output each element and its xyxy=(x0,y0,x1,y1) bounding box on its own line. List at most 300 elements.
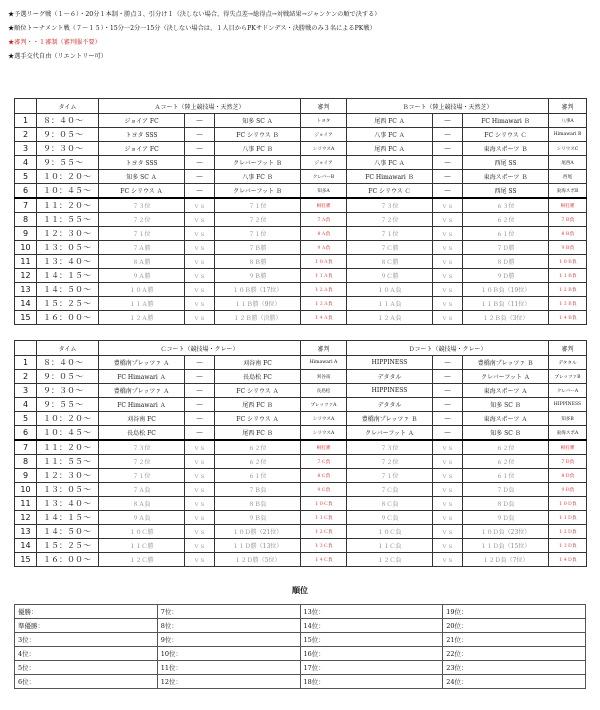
match-number: 11 xyxy=(15,255,37,269)
team-left-1: ７Ａ勝 xyxy=(99,241,185,255)
referee-2: 相打審 xyxy=(549,440,587,455)
match-time: １３：４０～ xyxy=(37,497,99,511)
vs-separator: ｖｓ xyxy=(433,198,463,213)
referee-1: １３Ｃ負 xyxy=(301,539,347,553)
referee-1: １４Ａ負 xyxy=(301,311,347,325)
team-left-2: ９Ｃ勝 xyxy=(347,269,433,283)
match-number: 15 xyxy=(15,553,37,567)
vs-separator: ― xyxy=(433,398,463,412)
team-left-2: ７３位 xyxy=(347,440,433,455)
team-right-1: １１Ｂ勝（9位） xyxy=(215,297,301,311)
table-row xyxy=(15,170,587,184)
team-left-2: １０Ａ負 xyxy=(347,283,433,297)
match-number: 14 xyxy=(15,297,37,311)
team-left-2: 豊橋南プレッツァ Ｂ xyxy=(347,412,433,426)
table-row xyxy=(15,455,587,469)
ranking-cell: 準優勝： xyxy=(15,619,158,633)
team-right-2: FC Himawari Ｂ xyxy=(463,114,549,128)
team-left-1: トヨタ SSS xyxy=(99,128,185,142)
table-row xyxy=(15,114,587,128)
match-number: 12 xyxy=(15,269,37,283)
team-left-2: HIPPINESS xyxy=(347,356,433,370)
team-right-1: FC シリウス Ａ xyxy=(215,412,301,426)
referee-2: １０Ｄ負 xyxy=(549,497,587,511)
match-number: 11 xyxy=(15,497,37,511)
referee-2: １１Ｄ負 xyxy=(549,511,587,525)
vs-separator: ― xyxy=(433,356,463,370)
vs-separator: ― xyxy=(185,114,215,128)
table-row xyxy=(15,142,587,156)
match-time: １１：５５～ xyxy=(37,213,99,227)
header-ref-b: 審判 xyxy=(549,99,587,114)
match-time: １１：５５～ xyxy=(37,455,99,469)
team-left-2: １２Ｃ負 xyxy=(347,553,433,567)
ranking-row xyxy=(15,633,586,647)
team-right-1: ７Ｂ勝 xyxy=(215,241,301,255)
team-left-1: １０Ａ勝 xyxy=(99,283,185,297)
vs-separator: ｖｓ xyxy=(185,440,215,455)
vs-separator: ｖｓ xyxy=(185,511,215,525)
ranking-cell: 優勝： xyxy=(15,605,158,619)
match-time: １２：３０～ xyxy=(37,227,99,241)
referee-1: 相打審 xyxy=(301,440,347,455)
table-row xyxy=(15,297,587,311)
team-left-2: ８Ｃ負 xyxy=(347,497,433,511)
referee-2: １２Ｄ負 xyxy=(549,525,587,539)
vs-separator: ｖｓ xyxy=(433,283,463,297)
team-left-2: 八事 FC Ａ xyxy=(347,156,433,170)
match-time: １２：３０～ xyxy=(37,469,99,483)
referee-2: １３Ｄ負 xyxy=(549,539,587,553)
match-number: 2 xyxy=(15,370,37,384)
referee-2: クレバーA xyxy=(549,384,587,398)
team-left-1: ７２位 xyxy=(99,213,185,227)
ranking-cell: 3位： xyxy=(15,633,158,647)
referee-1: １４Ｃ負 xyxy=(301,553,347,567)
referee-2: 尾西A xyxy=(549,156,587,170)
vs-separator: ― xyxy=(185,384,215,398)
referee-2: １４Ｄ負 xyxy=(549,553,587,567)
match-time: １６：００～ xyxy=(37,553,99,567)
team-left-2: ９Ｃ負 xyxy=(347,511,433,525)
team-left-2: １１Ｃ負 xyxy=(347,539,433,553)
referee-1: シリウスA xyxy=(301,142,347,156)
team-left-2: １０Ｃ負 xyxy=(347,525,433,539)
table-header xyxy=(15,341,587,356)
vs-separator: ｖｓ xyxy=(185,469,215,483)
referee-1: １３Ａ負 xyxy=(301,297,347,311)
rule-tournament: ★順位トーナメント戦（７～１５）・15分一2分一15分（決しない場合は、１人目からPKサドンデス・決勝戦のみ３名によるPK戦） xyxy=(8,25,376,32)
vs-separator: ― xyxy=(433,412,463,426)
ranking-cell: 17位： xyxy=(300,661,443,675)
ranking-cell: 6位： xyxy=(15,675,158,689)
referee-2: ７Ｄ負 xyxy=(549,455,587,469)
vs-separator: ｖｓ xyxy=(433,553,463,567)
vs-separator: ｖｓ xyxy=(433,483,463,497)
match-number: 14 xyxy=(15,539,37,553)
team-right-2: 豊橋南プレッツァ Ｂ xyxy=(463,356,549,370)
team-right-1: １２Ｄ勝（5位） xyxy=(215,553,301,567)
referee-2: １３Ｂ負 xyxy=(549,297,587,311)
team-right-2: １２Ｄ負（7位） xyxy=(463,553,549,567)
team-right-1: ９Ｂ負 xyxy=(215,511,301,525)
team-right-2: 東海スポーツ Ａ xyxy=(463,384,549,398)
team-left-1: 豊橋南プレッツァ Ａ xyxy=(99,356,185,370)
team-right-2: ９Ｄ勝 xyxy=(463,269,549,283)
table-row xyxy=(15,227,587,241)
match-time: １３：０５～ xyxy=(37,241,99,255)
match-time: ８：４０～ xyxy=(37,356,99,370)
match-number: 13 xyxy=(15,525,37,539)
team-right-2: クレバーフット Ａ xyxy=(463,370,549,384)
vs-separator: ｖｓ xyxy=(433,511,463,525)
team-right-1: クレバーフット Ｂ xyxy=(215,156,301,170)
referee-2: 西尾 xyxy=(549,170,587,184)
team-right-2: ６１位 xyxy=(463,227,549,241)
header-ref-a: 審判 xyxy=(301,99,347,114)
team-left-1: ９Ａ勝 xyxy=(99,269,185,283)
table-row xyxy=(15,198,587,213)
team-left-2: ８Ｃ勝 xyxy=(347,255,433,269)
vs-separator: ― xyxy=(185,184,215,199)
vs-separator: ｖｓ xyxy=(433,440,463,455)
team-right-1: クレバーフット Ｂ xyxy=(215,184,301,199)
referee-2: ９Ｂ負 xyxy=(549,241,587,255)
ranking-title: 順位 xyxy=(292,585,308,595)
team-left-2: ７２位 xyxy=(347,213,433,227)
team-left-1: １０Ｃ勝 xyxy=(99,525,185,539)
match-time: １６：００～ xyxy=(37,311,99,325)
team-right-2: １２Ｂ負（3位） xyxy=(463,311,549,325)
table-row xyxy=(15,269,587,283)
referee-1: プレッツァA xyxy=(301,398,347,412)
team-right-1: １２Ｂ勝（決勝） xyxy=(215,311,301,325)
team-right-1: 八事 FC Ｂ xyxy=(215,142,301,156)
header-ref-d: 審判 xyxy=(549,341,587,356)
team-left-1: ８Ａ勝 xyxy=(99,255,185,269)
match-number: 3 xyxy=(15,384,37,398)
team-left-2: FC シリウス Ｃ xyxy=(347,184,433,199)
team-right-2: 東海スポーツ Ｂ xyxy=(463,142,549,156)
team-right-2: ６２位 xyxy=(463,213,549,227)
match-time: ９：５５～ xyxy=(37,398,99,412)
vs-separator: ｖｓ xyxy=(433,539,463,553)
match-time: １０：４５～ xyxy=(37,426,99,441)
team-left-2: １２Ａ負 xyxy=(347,311,433,325)
vs-separator: ― xyxy=(185,398,215,412)
vs-separator: ― xyxy=(185,170,215,184)
team-left-2: HIPPINESS xyxy=(347,384,433,398)
referee-1: ジョイア xyxy=(301,156,347,170)
team-right-1: 刈谷南 FC xyxy=(215,356,301,370)
referee-1: １０Ａ負 xyxy=(301,255,347,269)
referee-1: トヨタ xyxy=(301,114,347,128)
vs-separator: ｖｓ xyxy=(433,455,463,469)
header-court-a: Ａコート（陸上競技場・天然芝） xyxy=(99,99,301,114)
team-left-2: ７１位 xyxy=(347,469,433,483)
referee-1: ９Ａ負 xyxy=(301,241,347,255)
match-time: １５：２５～ xyxy=(37,539,99,553)
team-right-2: 西尾 SS xyxy=(463,184,549,199)
team-left-1: １２Ｃ勝 xyxy=(99,553,185,567)
team-right-2: ６２位 xyxy=(463,440,549,455)
referee-1: ８Ａ負 xyxy=(301,227,347,241)
match-time: ９：０５～ xyxy=(37,370,99,384)
referee-1: 刈谷南 xyxy=(301,370,347,384)
match-time: １１：２０～ xyxy=(37,440,99,455)
match-number: 1 xyxy=(15,114,37,128)
table-row xyxy=(15,469,587,483)
match-number: 1 xyxy=(15,356,37,370)
team-right-2: ６２位 xyxy=(463,455,549,469)
table-row xyxy=(15,128,587,142)
vs-separator: ｖｓ xyxy=(185,198,215,213)
team-right-1: 尾西 FC Ｂ xyxy=(215,426,301,441)
team-left-1: 豊橋南プレッツァ Ａ xyxy=(99,384,185,398)
referee-2: 八事A xyxy=(549,114,587,128)
match-number: 9 xyxy=(15,227,37,241)
team-left-1: ７１位 xyxy=(99,469,185,483)
team-left-2: ７Ｃ負 xyxy=(347,483,433,497)
vs-separator: ― xyxy=(185,356,215,370)
team-right-1: ６２位 xyxy=(215,440,301,455)
vs-separator: ― xyxy=(433,142,463,156)
vs-separator: ｖｓ xyxy=(185,455,215,469)
vs-separator: ｖｓ xyxy=(185,213,215,227)
team-right-1: ９Ｂ勝 xyxy=(215,269,301,283)
team-left-1: ９Ａ負 xyxy=(99,511,185,525)
vs-separator: ｖｓ xyxy=(185,311,215,325)
match-number: 12 xyxy=(15,511,37,525)
referee-2: プレッツァB xyxy=(549,370,587,384)
team-right-1: １１Ｄ勝（13位） xyxy=(215,539,301,553)
team-right-1: 尾西 FC Ｂ xyxy=(215,398,301,412)
referee-2: １１Ｂ負 xyxy=(549,269,587,283)
ranking-cell: 8位： xyxy=(157,619,300,633)
vs-separator: ｖｓ xyxy=(433,469,463,483)
referee-1: １０Ｃ負 xyxy=(301,497,347,511)
vs-separator: ― xyxy=(185,128,215,142)
referee-1: １２Ｃ負 xyxy=(301,525,347,539)
vs-separator: ― xyxy=(433,384,463,398)
vs-separator: ｖｓ xyxy=(185,297,215,311)
team-right-2: ８Ｄ負 xyxy=(463,497,549,511)
rule-referee: ★審判・・１審制（審判服不要） xyxy=(8,39,101,46)
match-number: 3 xyxy=(15,142,37,156)
team-right-2: １０Ｂ負（19位） xyxy=(463,283,549,297)
vs-separator: ― xyxy=(433,426,463,441)
vs-separator: ｖｓ xyxy=(433,311,463,325)
header-time: タイム xyxy=(37,99,99,114)
referee-2: ９Ｄ負 xyxy=(549,483,587,497)
ranking-cell: 4位： xyxy=(15,647,158,661)
match-number: 2 xyxy=(15,128,37,142)
referee-2: ８Ｄ負 xyxy=(549,469,587,483)
team-left-1: ７３位 xyxy=(99,198,185,213)
team-left-2: ７１位 xyxy=(347,227,433,241)
match-time: １４：５０～ xyxy=(37,525,99,539)
team-right-1: ７１位 xyxy=(215,198,301,213)
team-left-1: 長島松 FC xyxy=(99,426,185,441)
team-right-1: ７Ｂ負 xyxy=(215,483,301,497)
ranking-cell: 14位： xyxy=(300,619,443,633)
team-right-2: 知多 SC Ｂ xyxy=(463,398,549,412)
team-left-1: FC Himawari Ａ xyxy=(99,398,185,412)
team-left-2: ７２位 xyxy=(347,455,433,469)
team-left-1: ジョイア FC xyxy=(99,142,185,156)
team-right-2: １０Ｄ負（23位） xyxy=(463,525,549,539)
referee-2: １０Ｂ負 xyxy=(549,255,587,269)
match-time: ８：４０～ xyxy=(37,114,99,128)
table-row xyxy=(15,283,587,297)
tournament-rules xyxy=(8,8,592,64)
match-number: 10 xyxy=(15,241,37,255)
match-number: 7 xyxy=(15,440,37,455)
table-row xyxy=(15,483,587,497)
team-right-1: 長島松 FC xyxy=(215,370,301,384)
match-number: 7 xyxy=(15,198,37,213)
team-left-1: ７１位 xyxy=(99,227,185,241)
table-row xyxy=(15,356,587,370)
team-right-2: ７Ｄ勝 xyxy=(463,241,549,255)
ranking-row xyxy=(15,647,586,661)
ranking-cell: 22位： xyxy=(443,647,586,661)
team-left-2: デタタル xyxy=(347,398,433,412)
vs-separator: ― xyxy=(185,370,215,384)
team-left-1: １１Ｃ勝 xyxy=(99,539,185,553)
team-right-1: ８Ｂ勝 xyxy=(215,255,301,269)
table-row xyxy=(15,370,587,384)
ranking-cell: 24位： xyxy=(443,675,586,689)
ranking-cell: 7位： xyxy=(157,605,300,619)
team-right-1: １０Ｂ勝（17位） xyxy=(215,283,301,297)
ranking-table xyxy=(14,604,586,689)
table-row xyxy=(15,255,587,269)
team-left-1: FC シリウス Ａ xyxy=(99,184,185,199)
team-left-2: ７３位 xyxy=(347,198,433,213)
match-number: 4 xyxy=(15,156,37,170)
team-left-2: 尾西 FC Ａ xyxy=(347,114,433,128)
referee-1: クレバーB xyxy=(301,170,347,184)
vs-separator: ― xyxy=(433,170,463,184)
match-number: 8 xyxy=(15,455,37,469)
vs-separator: ｖｓ xyxy=(185,483,215,497)
schedule-table-court-ab xyxy=(14,98,587,325)
vs-separator: ― xyxy=(433,370,463,384)
match-number: 5 xyxy=(15,412,37,426)
referee-2: デタタル xyxy=(549,356,587,370)
referee-1: 知多A xyxy=(301,184,347,199)
table-row xyxy=(15,440,587,455)
team-left-1: 刈谷南 FC xyxy=(99,412,185,426)
vs-separator: ｖｓ xyxy=(433,241,463,255)
team-right-1: １０Ｄ勝（21位） xyxy=(215,525,301,539)
match-time: １０：２０～ xyxy=(37,412,99,426)
team-right-2: 東海スポーツ Ｂ xyxy=(463,170,549,184)
referee-1: ７Ａ負 xyxy=(301,213,347,227)
team-right-2: １１Ｂ負（11位） xyxy=(463,297,549,311)
team-left-2: 八事 FC Ａ xyxy=(347,128,433,142)
table-row xyxy=(15,213,587,227)
vs-separator: ― xyxy=(433,156,463,170)
vs-separator: ｖｓ xyxy=(185,497,215,511)
team-left-2: ７Ｃ勝 xyxy=(347,241,433,255)
vs-separator: ｖｓ xyxy=(185,255,215,269)
ranking-row xyxy=(15,619,586,633)
team-left-1: ７Ａ負 xyxy=(99,483,185,497)
match-time: １５：２５～ xyxy=(37,297,99,311)
match-number: 6 xyxy=(15,426,37,441)
table-row xyxy=(15,184,587,199)
match-time: １４：１５～ xyxy=(37,269,99,283)
table-row xyxy=(15,426,587,441)
header-ref-c: 審判 xyxy=(301,341,347,356)
match-time: １４：１５～ xyxy=(37,511,99,525)
table-row xyxy=(15,241,587,255)
vs-separator: ｖｓ xyxy=(433,297,463,311)
team-right-2: ７Ｄ負 xyxy=(463,483,549,497)
team-right-2: ８Ｄ勝 xyxy=(463,255,549,269)
vs-separator: ― xyxy=(185,426,215,441)
ranking-row xyxy=(15,605,586,619)
header-court-b: Ｂコート（陸上競技場・天然芝） xyxy=(347,99,549,114)
referee-1: １１Ａ負 xyxy=(301,269,347,283)
header-court-c: Ｃコート（競技場・クレー） xyxy=(99,341,301,356)
match-number: 6 xyxy=(15,184,37,199)
team-right-1: ７１位 xyxy=(215,227,301,241)
referee-2: 東海スポA xyxy=(549,426,587,441)
match-time: ９：３０～ xyxy=(37,384,99,398)
ranking-row xyxy=(15,675,586,689)
vs-separator: ｖｓ xyxy=(185,525,215,539)
team-left-2: デタタル xyxy=(347,370,433,384)
referee-1: １１Ｃ負 xyxy=(301,511,347,525)
referee-2: 知多B xyxy=(549,412,587,426)
ranking-cell: 9位： xyxy=(157,633,300,647)
match-number: 8 xyxy=(15,213,37,227)
vs-separator: ― xyxy=(185,142,215,156)
table-row xyxy=(15,525,587,539)
team-left-2: クレバーフット Ａ xyxy=(347,426,433,441)
table-row xyxy=(15,311,587,325)
team-right-1: 八事 FC Ｂ xyxy=(215,170,301,184)
match-time: １４：５０～ xyxy=(37,283,99,297)
team-right-1: ７２位 xyxy=(215,213,301,227)
match-time: １３：０５～ xyxy=(37,483,99,497)
referee-2: 相打審 xyxy=(549,198,587,213)
referee-1: ジョイア xyxy=(301,128,347,142)
referee-1: ８Ｃ負 xyxy=(301,469,347,483)
vs-separator: ｖｓ xyxy=(185,539,215,553)
vs-separator: ｖｓ xyxy=(433,269,463,283)
vs-separator: ― xyxy=(185,412,215,426)
match-time: １０：２０～ xyxy=(37,170,99,184)
header-court-d: Ｄコート（競技場・クレー） xyxy=(347,341,549,356)
match-time: １１：２０～ xyxy=(37,198,99,213)
referee-2: シリウスC xyxy=(549,142,587,156)
team-right-2: FC シリウス Ｃ xyxy=(463,128,549,142)
team-left-1: ジョイア FC xyxy=(99,114,185,128)
ranking-cell: 18位： xyxy=(300,675,443,689)
team-left-1: ７３位 xyxy=(99,440,185,455)
vs-separator: ｖｓ xyxy=(433,497,463,511)
match-number: 10 xyxy=(15,483,37,497)
referee-1: 相打審 xyxy=(301,198,347,213)
referee-2: ８Ｂ負 xyxy=(549,227,587,241)
referee-2: ７Ｂ負 xyxy=(549,213,587,227)
ranking-cell: 10位： xyxy=(157,647,300,661)
team-left-1: ７２位 xyxy=(99,455,185,469)
